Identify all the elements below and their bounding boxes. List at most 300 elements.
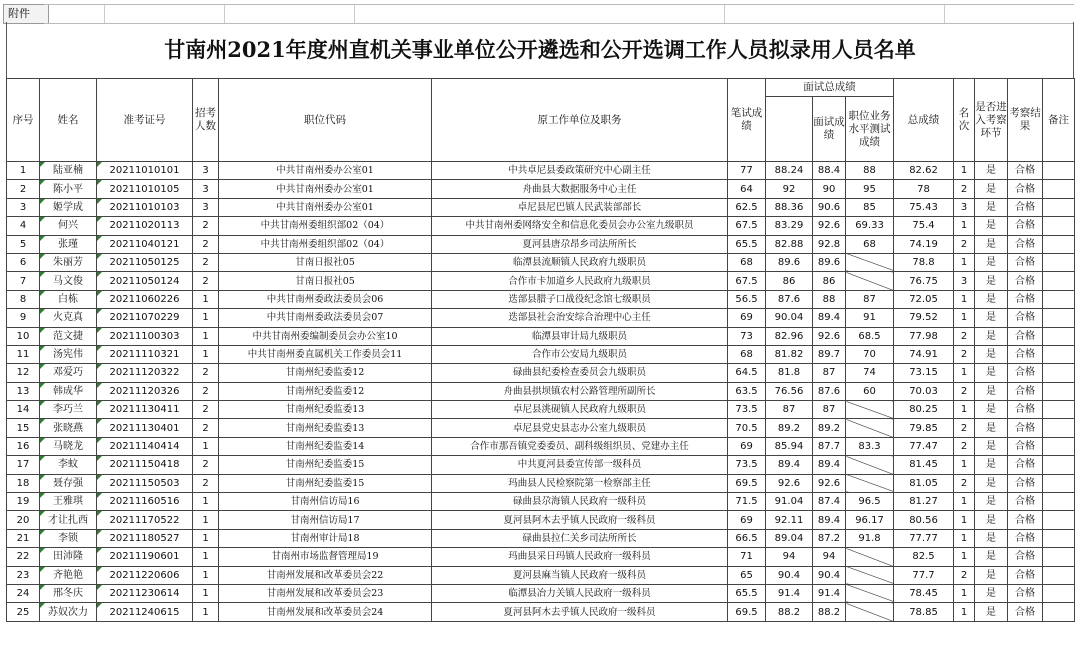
cell-interview[interactable]: 89.6 [813,253,846,271]
cell-rank[interactable]: 1 [954,493,975,511]
cell-remark[interactable] [1043,345,1075,363]
cell-review-result[interactable]: 合格 [1008,253,1043,271]
cell-position[interactable]: 甘南州纪委监委12 [219,364,432,382]
cell-written[interactable]: 65.5 [728,235,766,253]
cell-position[interactable]: 中共甘南州委办公室01 [219,180,432,198]
cell-skill-test[interactable]: 68.5 [846,327,894,345]
cell-quota[interactable]: 1 [193,603,219,621]
cell-rank[interactable]: 1 [954,603,975,621]
cell-review-result[interactable]: 合格 [1008,309,1043,327]
cell-name[interactable]: 王雅琪 [40,493,97,511]
cell-written[interactable]: 69 [728,437,766,455]
cell-remark[interactable] [1043,511,1075,529]
cell-enter-review[interactable]: 是 [975,235,1008,253]
cell-interview[interactable]: 94 [813,548,846,566]
cell-enter-review[interactable]: 是 [975,548,1008,566]
cell-exam-no[interactable]: 20211220606 [97,566,193,584]
cell-remark[interactable] [1043,566,1075,584]
cell-enter-review[interactable]: 是 [975,584,1008,602]
cell-rank[interactable]: 1 [954,162,975,180]
table-row[interactable] [7,493,1075,511]
cell-org[interactable]: 碌曲县拉仁关乡司法所所长 [432,529,728,547]
cell-interview-total[interactable]: 83.29 [766,217,813,235]
cell-review-result[interactable]: 合格 [1008,437,1043,455]
cell-written[interactable]: 69 [728,309,766,327]
cell-seq[interactable]: 8 [7,290,40,308]
table-row[interactable] [7,327,1075,345]
header-position[interactable]: 职位代码 [219,79,432,162]
cell-written[interactable]: 73 [728,327,766,345]
cell-org[interactable]: 卓尼县洮砚镇人民政府九级职员 [432,401,728,419]
cell-review-result[interactable]: 合格 [1008,345,1043,363]
table-row[interactable] [7,217,1075,235]
cell-written[interactable]: 64 [728,180,766,198]
cell-interview[interactable]: 88.2 [813,603,846,621]
cell-exam-no[interactable]: 20211020113 [97,217,193,235]
cell-enter-review[interactable]: 是 [975,529,1008,547]
cell-total[interactable]: 80.56 [894,511,954,529]
cell-org[interactable]: 夏河县阿木去乎镇人民政府一级科员 [432,511,728,529]
cell-exam-no[interactable]: 20211010105 [97,180,193,198]
cell-exam-no[interactable]: 20211070229 [97,309,193,327]
cell-written[interactable]: 67.5 [728,217,766,235]
cell-rank[interactable]: 2 [954,437,975,455]
cell-seq[interactable]: 24 [7,584,40,602]
cell-position[interactable]: 中共甘南州委政法委员会07 [219,309,432,327]
cell-remark[interactable] [1043,548,1075,566]
cell-interview[interactable]: 92.6 [813,474,846,492]
cell-org[interactable]: 玛曲县人民检察院第一检察部主任 [432,474,728,492]
cell-interview-total[interactable]: 81.82 [766,345,813,363]
cell-rank[interactable]: 1 [954,456,975,474]
cell-seq[interactable]: 17 [7,456,40,474]
cell-name[interactable]: 田沛隆 [40,548,97,566]
cell-seq[interactable]: 16 [7,437,40,455]
cell-name[interactable]: 李巧兰 [40,401,97,419]
cell-exam-no[interactable]: 20211190601 [97,548,193,566]
table-row[interactable] [7,345,1075,363]
cell-interview[interactable]: 90.6 [813,198,846,216]
cell-interview-total[interactable]: 94 [766,548,813,566]
cell-exam-no[interactable]: 20211150418 [97,456,193,474]
cell-seq[interactable]: 25 [7,603,40,621]
cell-seq[interactable]: 14 [7,401,40,419]
cell-skill-test[interactable] [846,419,894,437]
cell-rank[interactable]: 1 [954,217,975,235]
table-row[interactable] [7,235,1075,253]
header-interview-group[interactable]: 面试总成绩 [766,79,894,97]
cell-remark[interactable] [1043,603,1075,621]
cell-exam-no[interactable]: 20211170522 [97,511,193,529]
cell-name[interactable]: 白栋 [40,290,97,308]
cell-name[interactable]: 何兴 [40,217,97,235]
cell-quota[interactable]: 2 [193,217,219,235]
cell-interview-total[interactable]: 89.6 [766,253,813,271]
cell-org[interactable]: 夏河县阿木去乎镇人民政府一级科员 [432,603,728,621]
cell-position[interactable]: 甘南州纪委监委13 [219,401,432,419]
header-exam-no[interactable]: 准考证号 [97,79,193,162]
cell-total[interactable]: 75.43 [894,198,954,216]
cell-name[interactable]: 苏奴次力 [40,603,97,621]
cell-interview-total[interactable]: 89.04 [766,529,813,547]
cell-seq[interactable]: 4 [7,217,40,235]
cell-position[interactable]: 甘南州发展和改革委员会22 [219,566,432,584]
cell-interview-total[interactable]: 76.56 [766,382,813,400]
cell-enter-review[interactable]: 是 [975,493,1008,511]
cell-total[interactable]: 74.19 [894,235,954,253]
cell-name[interactable]: 朱丽芳 [40,253,97,271]
cell-skill-test[interactable]: 69.33 [846,217,894,235]
cell-interview-total[interactable]: 92 [766,180,813,198]
cell-total[interactable]: 70.03 [894,382,954,400]
cell-exam-no[interactable]: 20211040121 [97,235,193,253]
cell-review-result[interactable]: 合格 [1008,401,1043,419]
cell-written[interactable]: 64.5 [728,364,766,382]
cell-exam-no[interactable]: 20211060226 [97,290,193,308]
cell-total[interactable]: 72.05 [894,290,954,308]
cell-interview[interactable]: 92.8 [813,235,846,253]
cell-name[interactable]: 马晓龙 [40,437,97,455]
cell-total[interactable]: 82.5 [894,548,954,566]
cell-exam-no[interactable]: 20211050124 [97,272,193,290]
cell-quota[interactable]: 2 [193,235,219,253]
cell-review-result[interactable]: 合格 [1008,474,1043,492]
cell-interview[interactable]: 90 [813,180,846,198]
cell-enter-review[interactable]: 是 [975,198,1008,216]
cell-quota[interactable]: 2 [193,382,219,400]
cell-remark[interactable] [1043,419,1075,437]
cell-rank[interactable]: 1 [954,548,975,566]
header-interview-total-blank[interactable] [766,97,813,162]
cell-review-result[interactable]: 合格 [1008,272,1043,290]
cell-skill-test[interactable]: 60 [846,382,894,400]
header-interview[interactable]: 面试成绩 [813,97,846,162]
cell-seq[interactable]: 13 [7,382,40,400]
table-row[interactable] [7,272,1075,290]
cell-position[interactable]: 甘南州纪委监委15 [219,456,432,474]
cell-written[interactable]: 68 [728,253,766,271]
cell-org[interactable]: 夏河县麻当镇人民政府一级科员 [432,566,728,584]
cell-interview[interactable]: 86 [813,272,846,290]
cell-remark[interactable] [1043,456,1075,474]
cell-org[interactable]: 中共卓尼县委政策研究中心副主任 [432,162,728,180]
cell-enter-review[interactable]: 是 [975,253,1008,271]
header-org[interactable]: 原工作单位及职务 [432,79,728,162]
cell-position[interactable]: 中共甘南州委组织部02（04） [219,235,432,253]
cell-interview[interactable]: 87.2 [813,529,846,547]
cell-exam-no[interactable]: 20211180527 [97,529,193,547]
cell-remark[interactable] [1043,309,1075,327]
cell-exam-no[interactable]: 20211110321 [97,345,193,363]
cell-review-result[interactable]: 合格 [1008,566,1043,584]
cell-enter-review[interactable]: 是 [975,364,1008,382]
cell-exam-no[interactable]: 20211010103 [97,198,193,216]
table-row[interactable] [7,290,1075,308]
cell-name[interactable]: 齐艳艳 [40,566,97,584]
cell-skill-test[interactable]: 85 [846,198,894,216]
cell-interview-total[interactable]: 87.6 [766,290,813,308]
cell-position[interactable]: 甘南州纪委监委15 [219,474,432,492]
cell-position[interactable]: 中共甘南州委办公室01 [219,198,432,216]
cell-remark[interactable] [1043,217,1075,235]
cell-written[interactable]: 67.5 [728,272,766,290]
cell-remark[interactable] [1043,272,1075,290]
cell-written[interactable]: 69.5 [728,474,766,492]
header-name[interactable]: 姓名 [40,79,97,162]
cell-total[interactable]: 82.62 [894,162,954,180]
cell-review-result[interactable]: 合格 [1008,198,1043,216]
cell-name[interactable]: 才让扎西 [40,511,97,529]
cell-skill-test[interactable]: 83.3 [846,437,894,455]
cell-quota[interactable]: 1 [193,309,219,327]
cell-remark[interactable] [1043,198,1075,216]
cell-enter-review[interactable]: 是 [975,456,1008,474]
cell-review-result[interactable]: 合格 [1008,603,1043,621]
cell-rank[interactable]: 3 [954,198,975,216]
cell-rank[interactable]: 2 [954,345,975,363]
table-row[interactable] [7,198,1075,216]
cell-review-result[interactable]: 合格 [1008,290,1043,308]
cell-interview[interactable]: 89.4 [813,511,846,529]
cell-written[interactable]: 65.5 [728,584,766,602]
cell-exam-no[interactable]: 20211130401 [97,419,193,437]
table-row[interactable] [7,584,1075,602]
cell-org[interactable]: 临潭县流顺镇人民政府九级职员 [432,253,728,271]
cell-quota[interactable]: 2 [193,456,219,474]
cell-seq[interactable]: 21 [7,529,40,547]
table-row[interactable] [7,548,1075,566]
cell-skill-test[interactable] [846,456,894,474]
cell-position[interactable]: 甘南州信访局17 [219,511,432,529]
table-row[interactable] [7,253,1075,271]
cell-quota[interactable]: 1 [193,529,219,547]
cell-seq[interactable]: 23 [7,566,40,584]
cell-seq[interactable]: 19 [7,493,40,511]
cell-interview-total[interactable]: 91.04 [766,493,813,511]
cell-interview-total[interactable]: 92.6 [766,474,813,492]
cell-quota[interactable]: 1 [193,584,219,602]
cell-skill-test[interactable] [846,253,894,271]
cell-interview[interactable]: 92.6 [813,217,846,235]
cell-org[interactable]: 碌曲县尕海镇人民政府一级科员 [432,493,728,511]
cell-total[interactable]: 78.45 [894,584,954,602]
cell-enter-review[interactable]: 是 [975,603,1008,621]
cell-enter-review[interactable]: 是 [975,309,1008,327]
cell-remark[interactable] [1043,364,1075,382]
cell-total[interactable]: 78.8 [894,253,954,271]
cell-skill-test[interactable]: 87 [846,290,894,308]
cell-org[interactable]: 临潭县冶力关镇人民政府一级科员 [432,584,728,602]
cell-rank[interactable]: 2 [954,419,975,437]
cell-review-result[interactable]: 合格 [1008,180,1043,198]
cell-written[interactable]: 68 [728,345,766,363]
cell-interview-total[interactable]: 90.4 [766,566,813,584]
header-review-result[interactable]: 考察结果 [1008,79,1043,162]
cell-rank[interactable]: 2 [954,474,975,492]
cell-total[interactable]: 80.25 [894,401,954,419]
cell-position[interactable]: 甘南州市场监督管理局19 [219,548,432,566]
cell-name[interactable]: 陈小平 [40,180,97,198]
cell-seq[interactable]: 20 [7,511,40,529]
cell-quota[interactable]: 1 [193,345,219,363]
cell-enter-review[interactable]: 是 [975,474,1008,492]
cell-enter-review[interactable]: 是 [975,566,1008,584]
cell-interview-total[interactable]: 91.4 [766,584,813,602]
cell-rank[interactable]: 1 [954,364,975,382]
cell-enter-review[interactable]: 是 [975,419,1008,437]
table-row[interactable] [7,566,1075,584]
cell-interview-total[interactable]: 88.2 [766,603,813,621]
cell-total[interactable]: 74.91 [894,345,954,363]
cell-interview[interactable]: 89.2 [813,419,846,437]
cell-org[interactable]: 迭部县社会治安综合治理中心主任 [432,309,728,327]
cell-interview[interactable]: 87.4 [813,493,846,511]
cell-name[interactable]: 聂存强 [40,474,97,492]
cell-remark[interactable] [1043,437,1075,455]
cell-quota[interactable]: 2 [193,474,219,492]
cell-remark[interactable] [1043,253,1075,271]
cell-enter-review[interactable]: 是 [975,437,1008,455]
cell-enter-review[interactable]: 是 [975,272,1008,290]
cell-enter-review[interactable]: 是 [975,327,1008,345]
cell-position[interactable]: 甘南日报社05 [219,272,432,290]
cell-quota[interactable]: 3 [193,162,219,180]
cell-seq[interactable]: 11 [7,345,40,363]
cell-written[interactable]: 71 [728,548,766,566]
header-rank[interactable]: 名次 [954,79,975,162]
cell-interview-total[interactable]: 88.24 [766,162,813,180]
cell-enter-review[interactable]: 是 [975,401,1008,419]
cell-remark[interactable] [1043,584,1075,602]
cell-skill-test[interactable]: 95 [846,180,894,198]
cell-seq[interactable]: 10 [7,327,40,345]
cell-seq[interactable]: 7 [7,272,40,290]
cell-rank[interactable]: 1 [954,511,975,529]
cell-rank[interactable]: 1 [954,290,975,308]
cell-written[interactable]: 69.5 [728,603,766,621]
cell-name[interactable]: 李蚊 [40,456,97,474]
cell-position[interactable]: 甘南州信访局16 [219,493,432,511]
cell-skill-test[interactable] [846,548,894,566]
cell-interview-total[interactable]: 81.8 [766,364,813,382]
cell-interview[interactable]: 88.4 [813,162,846,180]
cell-org[interactable]: 卓尼县尼巴镇人民武装部部长 [432,198,728,216]
cell-interview-total[interactable]: 88.36 [766,198,813,216]
cell-interview[interactable]: 87 [813,401,846,419]
table-row[interactable] [7,364,1075,382]
table-row[interactable] [7,180,1075,198]
cell-interview[interactable]: 89.4 [813,309,846,327]
cell-exam-no[interactable]: 20211240615 [97,603,193,621]
cell-skill-test[interactable]: 88 [846,162,894,180]
cell-position[interactable]: 甘南州发展和改革委员会24 [219,603,432,621]
cell-total[interactable]: 81.05 [894,474,954,492]
cell-exam-no[interactable]: 20211150503 [97,474,193,492]
cell-written[interactable]: 73.5 [728,401,766,419]
cell-skill-test[interactable] [846,566,894,584]
cell-quota[interactable]: 1 [193,548,219,566]
cell-rank[interactable]: 2 [954,327,975,345]
cell-org[interactable]: 碌曲县纪委检查委员会九级职员 [432,364,728,382]
cell-exam-no[interactable]: 20211100303 [97,327,193,345]
cell-org[interactable]: 迭部县腊子口战役纪念馆七级职员 [432,290,728,308]
cell-skill-test[interactable]: 68 [846,235,894,253]
cell-enter-review[interactable]: 是 [975,180,1008,198]
cell-skill-test[interactable] [846,603,894,621]
table-row[interactable] [7,309,1075,327]
cell-remark[interactable] [1043,382,1075,400]
cell-interview-total[interactable]: 89.4 [766,456,813,474]
cell-seq[interactable]: 1 [7,162,40,180]
cell-review-result[interactable]: 合格 [1008,548,1043,566]
cell-interview[interactable]: 87 [813,364,846,382]
cell-position[interactable]: 甘南州纪委监委13 [219,419,432,437]
cell-interview-total[interactable]: 82.88 [766,235,813,253]
cell-remark[interactable] [1043,235,1075,253]
cell-remark[interactable] [1043,493,1075,511]
cell-written[interactable]: 70.5 [728,419,766,437]
cell-interview[interactable]: 89.4 [813,456,846,474]
cell-name[interactable]: 邓爱巧 [40,364,97,382]
table-row[interactable] [7,437,1075,455]
cell-total[interactable]: 78.85 [894,603,954,621]
cell-remark[interactable] [1043,162,1075,180]
cell-total[interactable]: 78 [894,180,954,198]
table-row[interactable] [7,511,1075,529]
cell-rank[interactable]: 1 [954,309,975,327]
cell-skill-test[interactable] [846,401,894,419]
cell-name[interactable]: 邢冬庆 [40,584,97,602]
cell-rank[interactable]: 2 [954,180,975,198]
cell-org[interactable]: 中共夏河县委宣传部一级科员 [432,456,728,474]
cell-interview[interactable]: 88 [813,290,846,308]
table-row[interactable] [7,419,1075,437]
cell-interview[interactable]: 87.7 [813,437,846,455]
cell-name[interactable]: 陆亚楠 [40,162,97,180]
cell-position[interactable]: 甘南日报社05 [219,253,432,271]
cell-exam-no[interactable]: 20211160516 [97,493,193,511]
cell-written[interactable]: 65 [728,566,766,584]
cell-org[interactable]: 玛曲县采日玛镇人民政府一级科员 [432,548,728,566]
cell-seq[interactable]: 15 [7,419,40,437]
cell-written[interactable]: 66.5 [728,529,766,547]
table-row[interactable] [7,529,1075,547]
cell-name[interactable]: 张晓燕 [40,419,97,437]
cell-quota[interactable]: 1 [193,493,219,511]
cell-org[interactable]: 舟曲县拱坝镇农村公路管理所副所长 [432,382,728,400]
cell-total[interactable]: 81.27 [894,493,954,511]
cell-interview[interactable]: 92.6 [813,327,846,345]
table-row[interactable] [7,382,1075,400]
cell-review-result[interactable]: 合格 [1008,382,1043,400]
cell-interview-total[interactable]: 89.2 [766,419,813,437]
header-quota[interactable]: 招考人数 [193,79,219,162]
table-row[interactable] [7,456,1075,474]
cell-enter-review[interactable]: 是 [975,511,1008,529]
table-row[interactable] [7,474,1075,492]
cell-quota[interactable]: 2 [193,253,219,271]
cell-rank[interactable]: 2 [954,235,975,253]
cell-review-result[interactable]: 合格 [1008,584,1043,602]
cell-remark[interactable] [1043,290,1075,308]
cell-interview[interactable]: 91.4 [813,584,846,602]
cell-seq[interactable]: 5 [7,235,40,253]
cell-total[interactable]: 77.77 [894,529,954,547]
cell-written[interactable]: 69 [728,511,766,529]
cell-interview[interactable]: 87.6 [813,382,846,400]
header-skill-test[interactable]: 职位业务水平测试成绩 [846,97,894,162]
cell-interview-total[interactable]: 90.04 [766,309,813,327]
